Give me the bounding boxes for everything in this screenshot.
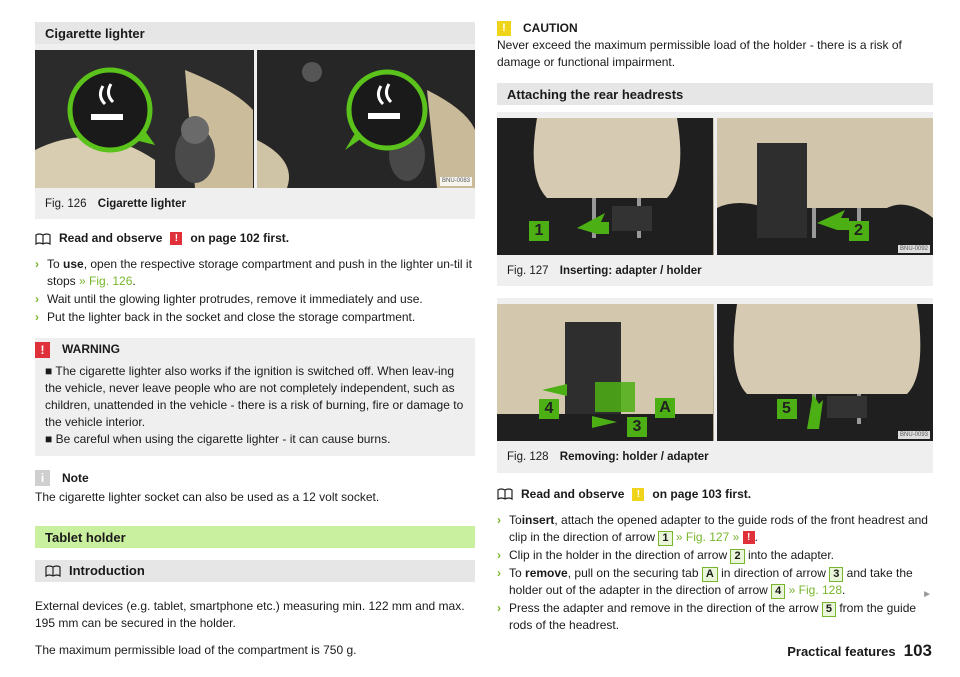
figure-link[interactable]: » Fig. 126 <box>79 274 133 289</box>
figure-caption <box>497 255 933 286</box>
list-item: › Toinsert, attach the opened adapter to the guide rods of the front headrest and clip in the direction of arrow 1 » Fig. 127 » ! . <box>497 512 928 544</box>
arrow-label-2: 2 <box>849 221 869 241</box>
photo-removing-holder <box>497 304 714 441</box>
tablet-paragraph-2: The maximum permissible load of the compartment is 750 g. <box>35 642 357 657</box>
list-item: › Press the adapter and remove in the direction of the arrow 5 from the guide rods of the headrest. <box>497 600 917 632</box>
tablet-paragraph-1: External devices (e.g. tablet, smartphone etc.) measuring min. 122 mm and max. 195 mm can be secured in the holder. <box>35 598 465 630</box>
figure-126-images <box>35 50 475 188</box>
note-icon: i <box>35 470 50 486</box>
arrow-label-3: 3 <box>627 417 647 437</box>
figure-127 <box>497 112 933 286</box>
chevron-right-icon: › <box>35 292 39 307</box>
chevron-right-icon: › <box>497 600 501 615</box>
figure-title: Inserting: adapter / holder <box>559 265 702 278</box>
inserting-holder-illustration <box>717 118 933 255</box>
list-item: › To use, open the respective storage compartment and push in the lighter un-til it stops » Fig. 126. <box>35 257 472 289</box>
arrow-label-1: 1 <box>529 221 549 241</box>
photo-removing-adapter <box>717 304 934 441</box>
cigarette-lighter-illustration-right <box>257 50 475 188</box>
chevron-right-icon: › <box>497 565 501 580</box>
caution-title: ! CAUTION <box>497 20 933 37</box>
warning-icon: ! <box>35 342 50 358</box>
warning-item: ■ The cigarette lighter also works if the ignition is switched off. When leav-ing the vehicle, never leave people who are not completely independent, such as children, unattended in the vehicle - there is a risk of burning, fire or damage to the vehicle interior. <box>45 363 464 429</box>
caution-text: Never exceed the maximum permissible load of the holder - there is a risk of damage or functional impairment. <box>497 38 902 70</box>
figure-code: BNU-0092 <box>899 245 928 252</box>
cigarette-steps <box>35 256 475 326</box>
arrow-ref-3: 3 <box>829 567 843 582</box>
chevron-right-icon: › <box>35 310 39 325</box>
list-item: › Wait until the glowing lighter protrudes, remove it immediately and use. <box>35 291 475 308</box>
page-footer <box>787 639 932 663</box>
chevron-right-icon: › <box>497 512 501 527</box>
tab-label-a: A <box>655 398 675 418</box>
arrow-ref-1: 1 <box>658 531 672 546</box>
photo-cigarette-lighter-right <box>257 50 476 188</box>
figure-126 <box>35 44 475 219</box>
section-heading-rear-headrests: Attaching the rear headrests <box>497 83 933 105</box>
photo-cigarette-lighter-left <box>35 50 254 188</box>
page-number: 103 <box>903 640 932 660</box>
figure-caption <box>35 188 475 219</box>
headrest-steps <box>497 512 933 634</box>
removing-holder-illustration <box>497 304 713 441</box>
figure-number: Fig. 127 <box>507 265 549 278</box>
read-and-observe-text: Read and observe <box>521 486 625 501</box>
arrow-ref-2: 2 <box>730 549 744 564</box>
footer-section: Practical features <box>787 643 896 659</box>
right-column <box>497 22 933 635</box>
figure-title: Removing: holder / adapter <box>559 451 709 464</box>
figure-title: Cigarette lighter <box>97 198 186 210</box>
note-title: i Note <box>35 470 475 487</box>
figure-caption <box>497 441 933 472</box>
warning-title: ! WARNING <box>35 341 465 358</box>
read-and-observe-text: Read and observe <box>59 231 163 246</box>
list-item: › To remove, pull on the securing tab A in direction of arrow 3 and take the holder out of the adapter in the direction of arrow 4 » Fig. 128. <box>497 565 913 597</box>
removing-adapter-illustration <box>717 304 933 441</box>
subsection-heading-introduction: Introduction <box>35 560 475 582</box>
caution-marker-icon: ! <box>632 488 644 501</box>
arrow-ref-4: 4 <box>771 584 785 599</box>
read-and-observe-suffix: on page 102 first. <box>190 231 290 246</box>
read-and-observe-suffix: on page 103 first. <box>652 486 752 501</box>
figure-link[interactable]: » Fig. 127 » <box>675 529 740 544</box>
figure-128-images <box>497 304 933 441</box>
warning-item: ■ Be careful when using the cigarette lighter - it can cause burns. <box>45 431 391 446</box>
figure-link[interactable]: » Fig. 128 <box>788 582 843 597</box>
list-item: › Put the lighter back in the socket and close the storage compartment. <box>35 309 475 326</box>
section-heading-tablet-holder: Tablet holder <box>35 526 475 548</box>
note-text: The cigarette lighter socket can also be used as a 12 volt socket. <box>35 489 380 504</box>
figure-number: Fig. 128 <box>507 451 549 464</box>
figure-code: BNU-0083 <box>441 178 470 185</box>
book-icon <box>45 565 61 577</box>
chevron-right-icon: › <box>497 547 501 562</box>
cigarette-lighter-illustration-left <box>35 50 253 188</box>
arrow-label-5: 5 <box>777 399 797 419</box>
figure-128 <box>497 298 933 472</box>
left-column <box>35 22 475 659</box>
read-and-observe <box>497 486 933 503</box>
figure-code: BNU-0093 <box>899 431 928 438</box>
figure-number: Fig. 126 <box>45 198 87 210</box>
book-icon <box>497 488 513 500</box>
arrow-label-4: 4 <box>539 399 559 419</box>
read-and-observe <box>35 230 475 247</box>
continue-triangle-icon: ► <box>922 589 932 600</box>
figure-127-images <box>497 118 933 255</box>
warning-box <box>35 338 475 455</box>
tab-ref-a: A <box>702 567 718 582</box>
warning-marker-icon: ! <box>170 232 182 245</box>
photo-inserting-adapter <box>497 118 714 255</box>
caution-icon: ! <box>497 21 511 36</box>
section-heading-cigarette-lighter: Cigarette lighter <box>35 22 475 44</box>
warning-marker-icon: ! <box>743 531 755 544</box>
chevron-right-icon: › <box>35 257 39 272</box>
list-item: › Clip in the holder in the direction of arrow 2 into the adapter. <box>497 547 933 564</box>
photo-inserting-holder <box>717 118 934 255</box>
book-icon <box>35 233 51 245</box>
arrow-ref-5: 5 <box>822 602 836 617</box>
